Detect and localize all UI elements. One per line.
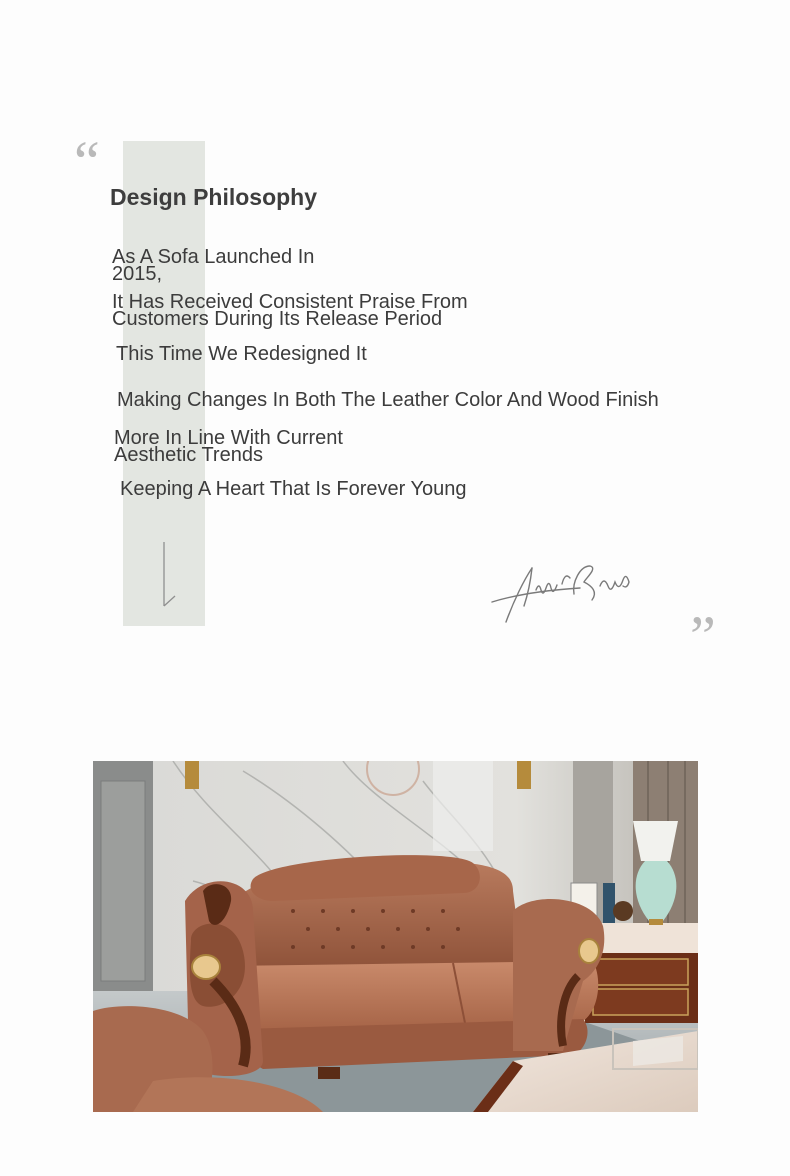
close-quote-mark: ” <box>690 604 716 669</box>
philosophy-line-3: This Time We Redesigned It <box>116 343 367 365</box>
page-title: Design Philosophy <box>110 184 318 210</box>
signature-icon <box>488 560 648 630</box>
philosophy-line-2: It Has Received Consistent Praise From Customers During Its Release Period <box>112 291 468 330</box>
philosophy-line-4: Making Changes In Both The Leather Color And Wood Finish <box>117 389 659 411</box>
sofa-photo <box>93 761 698 1112</box>
philosophy-line-6: Keeping A Heart That Is Forever Young <box>120 478 467 500</box>
down-arrow-icon <box>158 540 178 608</box>
philosophy-line-1: As A Sofa Launched In 2015, <box>112 246 315 285</box>
open-quote-mark: “ <box>74 129 100 194</box>
philosophy-line-5: More In Line With Current Aesthetic Trends <box>114 427 343 466</box>
